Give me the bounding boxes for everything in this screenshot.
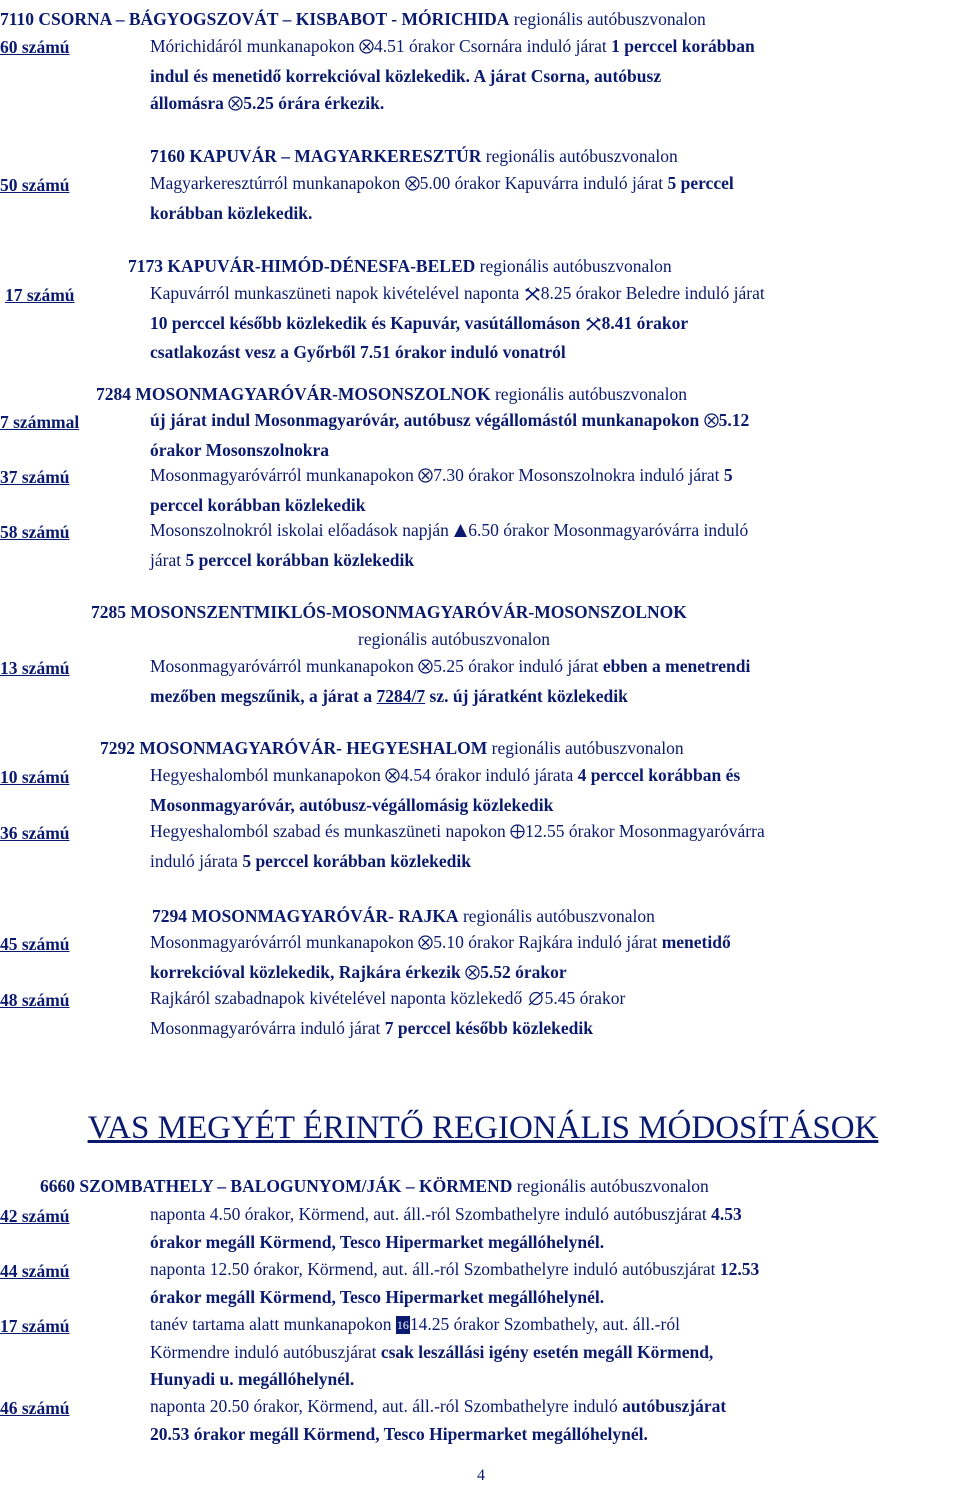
section-title-7285: 7285 MOSONSZENTMIKLÓS-MOSONMAGYARÓVÁR-MOSONSZOLNOK <box>91 602 687 622</box>
section-title-7160: 7160 KAPUVÁR – MAGYARKERESZTÚR regionális autóbuszvonalon <box>150 146 678 166</box>
entry-label: 37 számú <box>0 467 70 487</box>
section-subtitle-7285: regionális autóbuszvonalon <box>358 629 550 649</box>
section-title-7110: 7110 CSORNA – BÁGYOGSZOVÁT – KISBABOT - MÓRICHIDA regionális autóbuszvonalon <box>0 9 706 29</box>
section-title-7292: 7292 MOSONMAGYARÓVÁR- HEGYESHALOM regionális autóbuszvonalon <box>100 738 684 758</box>
workday-icon <box>385 764 400 792</box>
entry-label: 42 számú <box>0 1206 70 1226</box>
entry-text: Mosonmagyaróvárról munkanapokon 5.25 órakor induló járat ebben a menetrendi mezőben megszűnik, a járat a 7284/7 sz. új járatként közlekedik <box>150 656 751 706</box>
workday-icon <box>418 931 433 959</box>
section-title-7294: 7294 MOSONMAGYARÓVÁR- RAJKA regionális autóbuszvonalon <box>152 906 655 926</box>
holiday-icon <box>524 282 541 310</box>
free-day-icon <box>510 820 525 848</box>
entry-text: Mosonmagyaróvárról munkanapokon 7.30 órakor Mosonszolnokra induló járat 5 perccel korábban közlekedik <box>150 465 733 515</box>
entry-label: 58 számú <box>0 522 70 542</box>
except-free-day-icon <box>527 987 545 1015</box>
entry-label: 50 számú <box>0 175 70 195</box>
entry-label: 10 számú <box>0 767 70 787</box>
workday-icon <box>405 172 420 200</box>
school-day-icon <box>453 519 468 547</box>
entry-label: 17 számú <box>5 285 75 305</box>
entry-label: 7 számmal <box>0 412 80 432</box>
entry-label: 36 számú <box>0 823 70 843</box>
entry-text: Rajkáról szabadnapok kivételével naponta közlekedő 5.45 órakor Mosonmagyaróvárra induló járat 7 perccel később közlekedik <box>150 988 626 1038</box>
entry-label: 45 számú <box>0 934 70 954</box>
entry-label: 13 számú <box>0 658 70 678</box>
entry-text: új járat indul Mosonmagyaróvár, autóbusz végállomástól munkanapokon 5.12 órakor Mosonszolnokra <box>150 410 750 460</box>
entry-text: Hegyeshalomból munkanapokon 4.54 órakor induló járata 4 perccel korábban és Mosonmagyaróvár, autóbusz-végállomásig közlekedik <box>150 765 741 815</box>
workday-icon <box>465 961 480 989</box>
entry-text: naponta 20.50 órakor, Körmend, aut. áll.-ról Szombathelyre induló autóbuszjárat 20.53 órakor megáll Körmend, Tesco Hipermarket megállóhelynél. <box>150 1396 727 1444</box>
entry-label: 48 számú <box>0 990 70 1010</box>
entry-label: 60 számú <box>0 37 70 57</box>
entry-text: Mosonszolnokról iskolai előadások napján 6.50 órakor Mosonmagyaróvárra induló járat 5 perccel korábban közlekedik <box>150 520 749 570</box>
section-title-6660: 6660 SZOMBATHELY – BALOGUNYOM/JÁK – KÖRMEND regionális autóbuszvonalon <box>40 1176 709 1196</box>
entry-label: 17 számú <box>0 1316 70 1336</box>
holiday-icon <box>585 312 602 340</box>
entry-text: naponta 12.50 órakor, Körmend, aut. áll.-ról Szombathelyre induló autóbuszjárat 12.53 órakor megáll Körmend, Tesco Hipermarket megállóhelynél. <box>150 1259 760 1307</box>
day-code-badge: 16 <box>396 1318 409 1332</box>
workday-icon <box>228 92 243 120</box>
entry-label: 46 számú <box>0 1398 70 1418</box>
entry-text: Mosonmagyaróvárról munkanapokon 5.10 órakor Rajkára induló járat menetidő korrekcióval közlekedik, Rajkára érkezik 5.52 órakor <box>150 929 956 988</box>
section-title-7173: 7173 KAPUVÁR-HIMÓD-DÉNESFA-BELED regionális autóbuszvonalon <box>128 256 672 276</box>
entry-text: Kapuvárról munkaszüneti napok kivételével naponta 8.25 órakor Beledre induló járat 10 perccel később közlekedik és Kapuvár, vasútállomáson 8.41 órakor csatlakozást vesz a Győrből 7.51 órakor induló vonatról <box>150 283 765 362</box>
entry-text: Magyarkeresztúrról munkanapokon 5.00 órakor Kapuvárra induló járat 5 perccel korábban közlekedik. <box>150 173 734 223</box>
entry-text: Mórichidáról munkanapokon 4.51 órakor Csornára induló járat 1 perccel korábban indul és menetidő korrekcióval közlekedik. A járat Csorna, autóbusz állomásra 5.25 órára érkezik. <box>150 33 956 120</box>
county-heading: VAS MEGYÉT ÉRINTŐ REGIONÁLIS MÓDOSÍTÁSOK <box>87 1110 879 1146</box>
entry-text: tanév tartama alatt munkanapokon 1614.25 órakor Szombathely, aut. áll.-ról Körmendre induló autóbuszjárat csak leszállási igény esetén megáll Körmend, Hunyadi u. megállóhelynél. <box>150 1314 714 1389</box>
workday-icon <box>359 35 374 63</box>
page-number: 4 <box>477 1467 485 1484</box>
workday-icon <box>418 655 433 683</box>
entry-text: Hegyeshalomból szabad és munkaszüneti napokon 12.55 órakor Mosonmagyaróvárra induló járata 5 perccel korábban közlekedik <box>150 821 765 871</box>
entry-text: naponta 4.50 órakor, Körmend, aut. áll.-ról Szombathelyre induló autóbuszjárat 4.53 órakor megáll Körmend, Tesco Hipermarket megállóhelynél. <box>150 1204 742 1252</box>
workday-icon <box>418 464 433 492</box>
entry-label: 44 számú <box>0 1261 70 1281</box>
section-title-7284: 7284 MOSONMAGYARÓVÁR-MOSONSZOLNOK regionális autóbuszvonalon <box>96 384 687 404</box>
workday-icon <box>704 409 719 437</box>
